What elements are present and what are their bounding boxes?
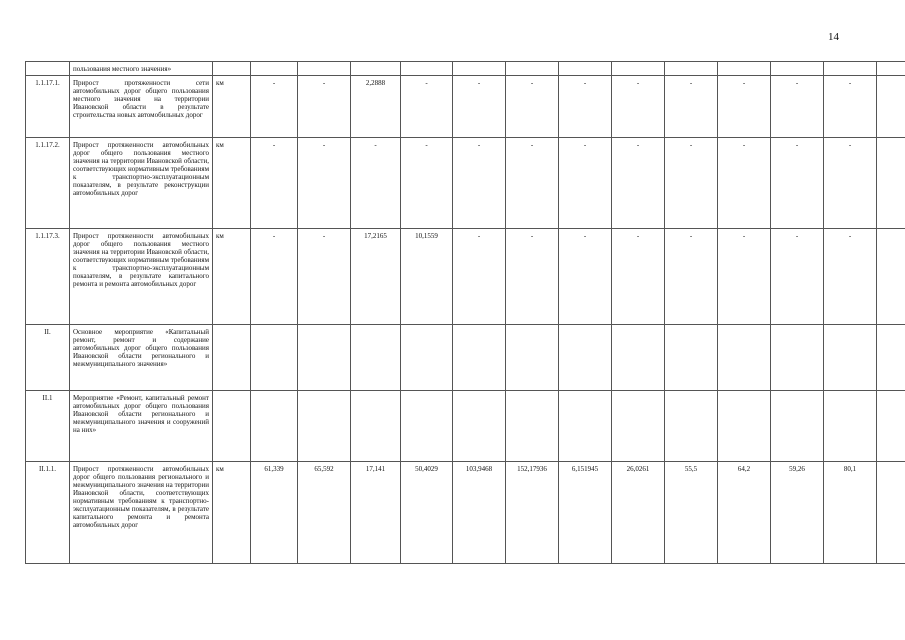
value-cell: 152,17936 — [506, 462, 559, 564]
value-cell — [453, 325, 506, 391]
value-cell: - — [251, 138, 298, 229]
value-cell — [718, 391, 771, 462]
value-cell — [506, 62, 559, 76]
value-cell: 10,1559 — [401, 229, 453, 325]
value-cell — [453, 62, 506, 76]
value-cell: - — [824, 76, 877, 138]
value-cell: - — [506, 138, 559, 229]
row-number-cell: 1.1.17.3. — [26, 229, 70, 325]
unit-cell: км — [213, 462, 251, 564]
value-cell — [351, 325, 401, 391]
value-cell: - — [251, 229, 298, 325]
value-cell — [877, 62, 905, 76]
value-cell: - — [771, 229, 824, 325]
value-cell: - — [665, 229, 718, 325]
value-cell — [665, 391, 718, 462]
value-cell — [824, 325, 877, 391]
indicator-name-cell: пользования местного значения» — [70, 62, 213, 76]
value-cell: - — [559, 76, 612, 138]
indicator-name-cell: Основное мероприятие «Капитальный ремонт, ремонт и содержание автомобильных дорог общего пользования Ивановской области регионального и межмуниципального значения» — [70, 325, 213, 391]
value-cell — [718, 325, 771, 391]
value-cell — [612, 62, 665, 76]
value-cell — [251, 325, 298, 391]
value-cell: 6,151945 — [559, 462, 612, 564]
value-cell — [877, 76, 905, 138]
value-cell — [877, 325, 905, 391]
value-cell — [298, 62, 351, 76]
row-number-cell: II.1 — [26, 391, 70, 462]
value-cell: 2,2888 — [351, 76, 401, 138]
table-row — [26, 462, 905, 564]
indicator-name-cell: Прирост протяженности сети автомобильных дорог общего пользования местного значения на территории Ивановской области в результате строительства новых автомобильных дорог — [70, 76, 213, 138]
value-cell: - — [771, 138, 824, 229]
unit-cell — [213, 325, 251, 391]
value-cell: 59,26 — [771, 462, 824, 564]
unit-cell — [213, 62, 251, 76]
value-cell — [877, 462, 905, 564]
value-cell: - — [665, 138, 718, 229]
value-cell: - — [351, 138, 401, 229]
value-cell: 61,339 — [251, 462, 298, 564]
row-number-cell — [26, 62, 70, 76]
unit-cell — [213, 391, 251, 462]
unit-cell: км — [213, 138, 251, 229]
table-row — [26, 76, 905, 138]
value-cell: - — [453, 76, 506, 138]
value-cell — [401, 62, 453, 76]
value-cell: - — [453, 138, 506, 229]
value-cell: 50,4029 — [401, 462, 453, 564]
value-cell — [612, 325, 665, 391]
table-row — [26, 138, 905, 229]
value-cell: - — [665, 76, 718, 138]
value-cell — [824, 62, 877, 76]
unit-cell: км — [213, 76, 251, 138]
indicator-name-cell: Прирост протяженности автомобильных дорог общего пользования местного значения на территории Ивановской области, соответствующих нормативным требованиям к транспортно-эксплуатационным показателям, в результате реконструкции автомобильных дорог — [70, 138, 213, 229]
value-cell — [251, 391, 298, 462]
value-cell — [771, 325, 824, 391]
row-number-cell: II.1.1. — [26, 462, 70, 564]
value-cell: 65,592 — [298, 462, 351, 564]
value-cell: - — [506, 76, 559, 138]
value-cell: - — [718, 138, 771, 229]
value-cell: 64,2 — [718, 462, 771, 564]
value-cell: - — [401, 138, 453, 229]
value-cell — [298, 325, 351, 391]
value-cell — [771, 62, 824, 76]
value-cell — [771, 391, 824, 462]
value-cell: - — [612, 229, 665, 325]
table-row — [26, 391, 905, 462]
value-cell — [877, 229, 905, 325]
value-cell: - — [612, 138, 665, 229]
value-cell — [718, 62, 771, 76]
value-cell: - — [559, 138, 612, 229]
value-cell: - — [824, 229, 877, 325]
value-cell — [401, 391, 453, 462]
indicator-name-cell: Прирост протяженности автомобильных дорог общего пользования местного значения на территории Ивановской области, соответствующих нормативным требованиям к транспортно-эксплуатационным показателям, в результате капитального ремонта и ремонта автомобильных дорог — [70, 229, 213, 325]
value-cell — [351, 391, 401, 462]
value-cell — [401, 325, 453, 391]
value-cell: - — [251, 76, 298, 138]
table-row — [26, 62, 905, 76]
value-cell: - — [612, 76, 665, 138]
value-cell — [665, 325, 718, 391]
indicator-name-cell: Мероприятие «Ремонт, капитальный ремонт автомобильных дорог общего пользования Ивановской области регионального и межмуниципального значения и сооружений на них» — [70, 391, 213, 462]
value-cell: - — [824, 138, 877, 229]
value-cell: - — [718, 229, 771, 325]
value-cell — [877, 138, 905, 229]
value-cell — [506, 325, 559, 391]
value-cell: - — [298, 76, 351, 138]
value-cell: 17,2165 — [351, 229, 401, 325]
value-cell: 80,1 — [824, 462, 877, 564]
row-number-cell: II. — [26, 325, 70, 391]
value-cell: 55,5 — [665, 462, 718, 564]
value-cell: 26,0261 — [612, 462, 665, 564]
value-cell — [877, 391, 905, 462]
value-cell: - — [453, 229, 506, 325]
table-row — [26, 229, 905, 325]
value-cell — [559, 325, 612, 391]
value-cell: - — [401, 76, 453, 138]
value-cell — [665, 62, 718, 76]
indicators-table — [25, 61, 905, 564]
value-cell — [559, 62, 612, 76]
value-cell — [559, 391, 612, 462]
value-cell: - — [771, 76, 824, 138]
page-number: 14 — [828, 31, 839, 43]
row-number-cell: 1.1.17.1. — [26, 76, 70, 138]
value-cell: - — [559, 229, 612, 325]
value-cell — [824, 391, 877, 462]
value-cell: 17,141 — [351, 462, 401, 564]
value-cell: - — [718, 76, 771, 138]
row-number-cell: 1.1.17.2. — [26, 138, 70, 229]
value-cell: - — [506, 229, 559, 325]
indicator-name-cell: Прирост протяженности автомобильных дорог общего пользования регионального и межмуниципального значения на территории Ивановской области, соответствующих нормативным требованиям к транспортно-эксплуатационным показателям, в результате капитального ремонта и ремонта автомобильных дорог — [70, 462, 213, 564]
value-cell — [506, 391, 559, 462]
value-cell: 103,9468 — [453, 462, 506, 564]
value-cell — [251, 62, 298, 76]
table-row — [26, 325, 905, 391]
value-cell — [351, 62, 401, 76]
value-cell — [298, 391, 351, 462]
value-cell: - — [298, 229, 351, 325]
value-cell — [612, 391, 665, 462]
value-cell: - — [298, 138, 351, 229]
value-cell — [453, 391, 506, 462]
unit-cell: км — [213, 229, 251, 325]
